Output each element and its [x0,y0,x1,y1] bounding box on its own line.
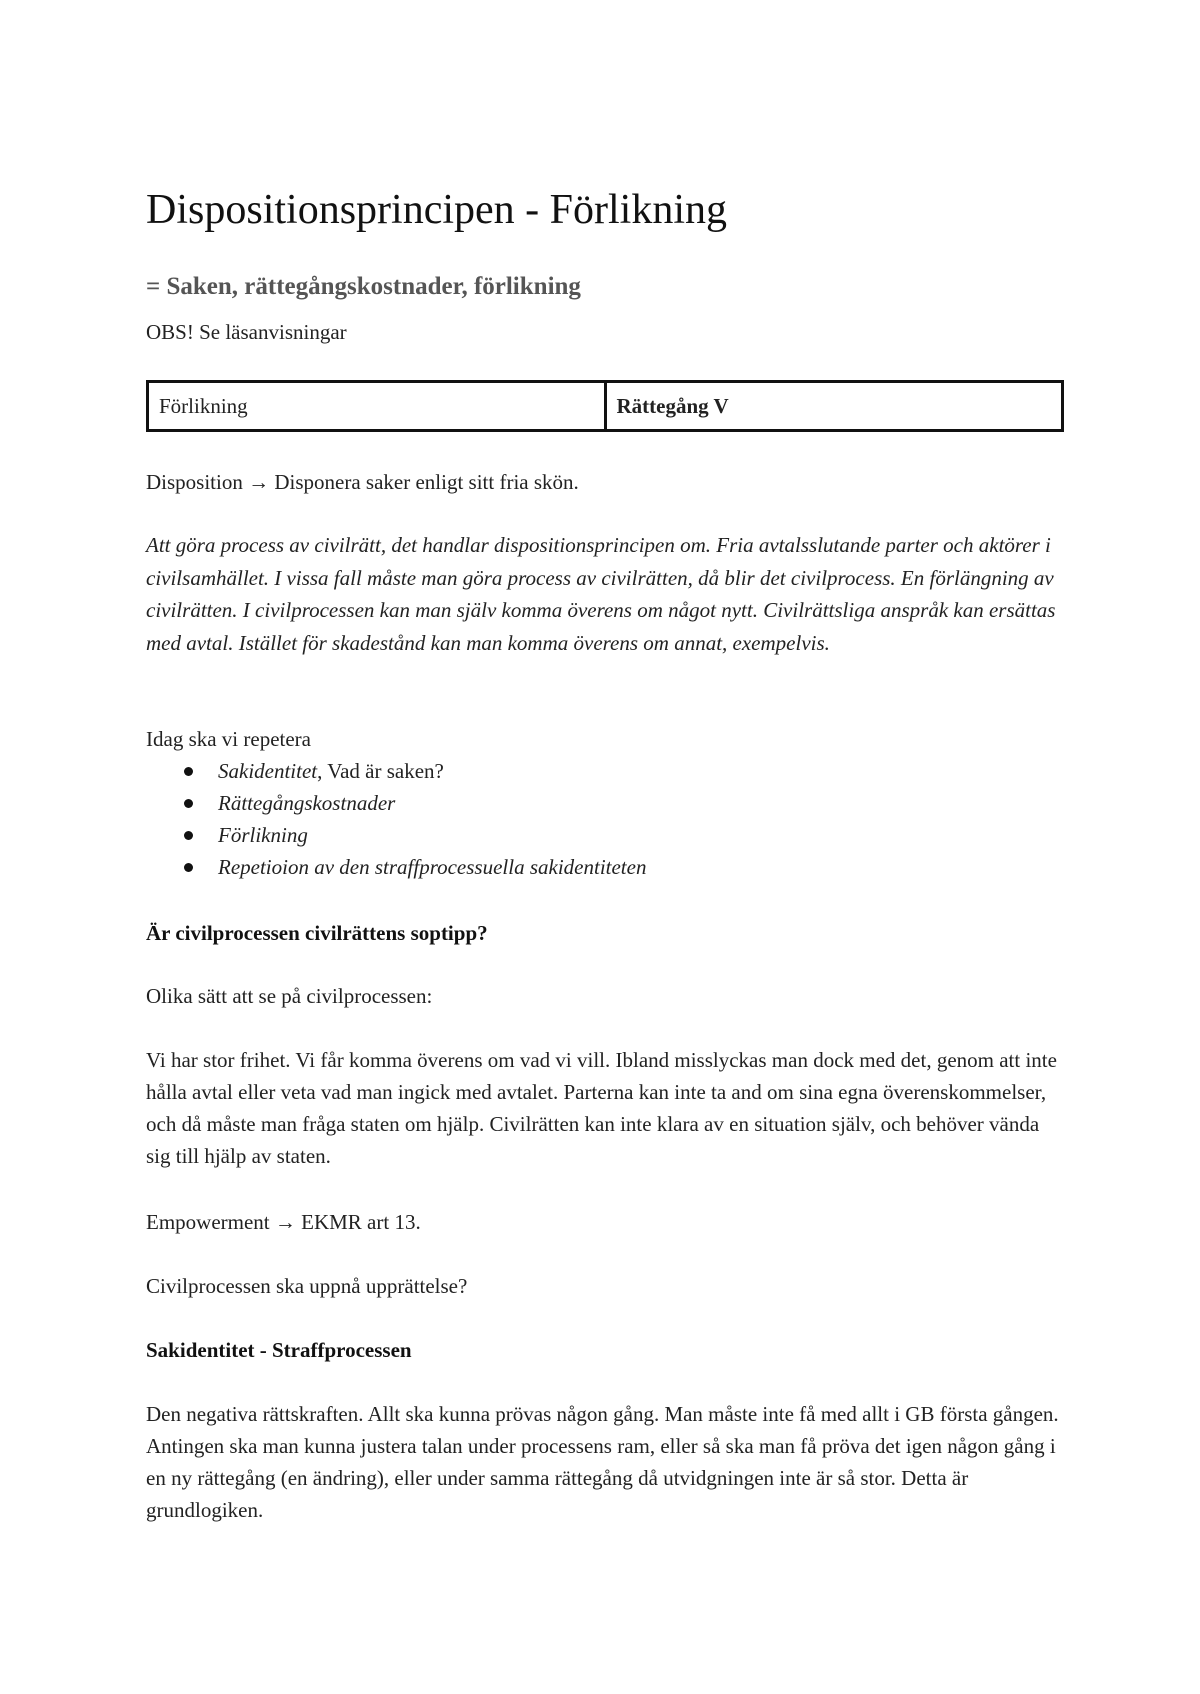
italic-paragraph: Att göra process av civilrätt, det handlar dispositionsprincipen om. Fria avtalsslutande parter och aktörer i civilsamhället. I vissa fall måste man göra process av civilrätten, då blir det civilprocess. En förlängning av civilrätten. I civilprocessen kan man själv komma överens om något nytt. Civilrättsliga anspråk kan ersättas med avtal. Istället för skadestånd kan man komma överens om annat, exempelvis. [146,533,1056,655]
list-item [184,819,646,851]
list-item [184,787,646,819]
section-heading-straffprocessen: Sakidentitet - Straffprocessen [146,1338,412,1362]
topic-table-left-cell: Förlikning [159,393,248,418]
bullet-icon [184,767,193,776]
list-item [184,851,646,883]
topic-table [146,380,1064,432]
topic-table-right-cell: Rättegång V [604,383,1062,429]
list-item-italic: Sakidentitet [218,759,318,783]
document-title: Dispositionsprincipen - Förlikning [146,187,727,233]
list-item-italic: Repetioion av den straffprocessuella sakidentiteten [218,855,647,879]
list-item-plain: , Vad är saken? [317,759,444,783]
civil-question-line: Civilprocessen ska uppnå upprättelse? [146,1274,468,1298]
bullet-icon [184,799,193,808]
obs-note: OBS! Se läsanvisningar [146,320,347,344]
idag-intro: Idag ska vi repetera [146,727,311,751]
repetition-list [184,755,646,883]
list-item-italic: Förlikning [218,823,308,847]
section-heading-soptipp: Är civilprocessen civilrättens soptipp? [146,921,488,945]
list-item-italic: Rättegångskostnader [218,791,396,815]
empowerment-line: Empowerment → EKMR art 13. [146,1210,421,1234]
document-subtitle: = Saken, rättegångskostnader, förlikning [146,273,581,300]
vi-har-paragraph: Vi har stor frihet. Vi får komma överens om vad vi vill. Ibland misslyckas man dock med det, genom att inte hålla avtal eller veta vad man ingick med avtalet. Parterna kan inte ta and om sina egna överenskommelser, och då måste man fråga staten om hjälp. Civilrätten kan inte klara av en situation själv, och behöver vända sig till hjälp av staten. [146,1048,1057,1168]
negativa-paragraph: Den negativa rättskraften. Allt ska kunna prövas någon gång. Man måste inte få med allt i GB första gången. Antingen ska man kunna justera talan under processens ram, eller så ska man få pröva det igen någon gång i en ny rättegång (en ändring), eller under samma rättegång då utvidgningen inte är så stor. Detta är grundlogiken. [146,1402,1059,1522]
bullet-icon [184,831,193,840]
list-item [184,755,646,787]
bullet-icon [184,863,193,872]
olika-line: Olika sätt att se på civilprocessen: [146,984,433,1008]
disposition-line: Disposition → Disponera saker enligt sitt fria skön. [146,470,579,494]
